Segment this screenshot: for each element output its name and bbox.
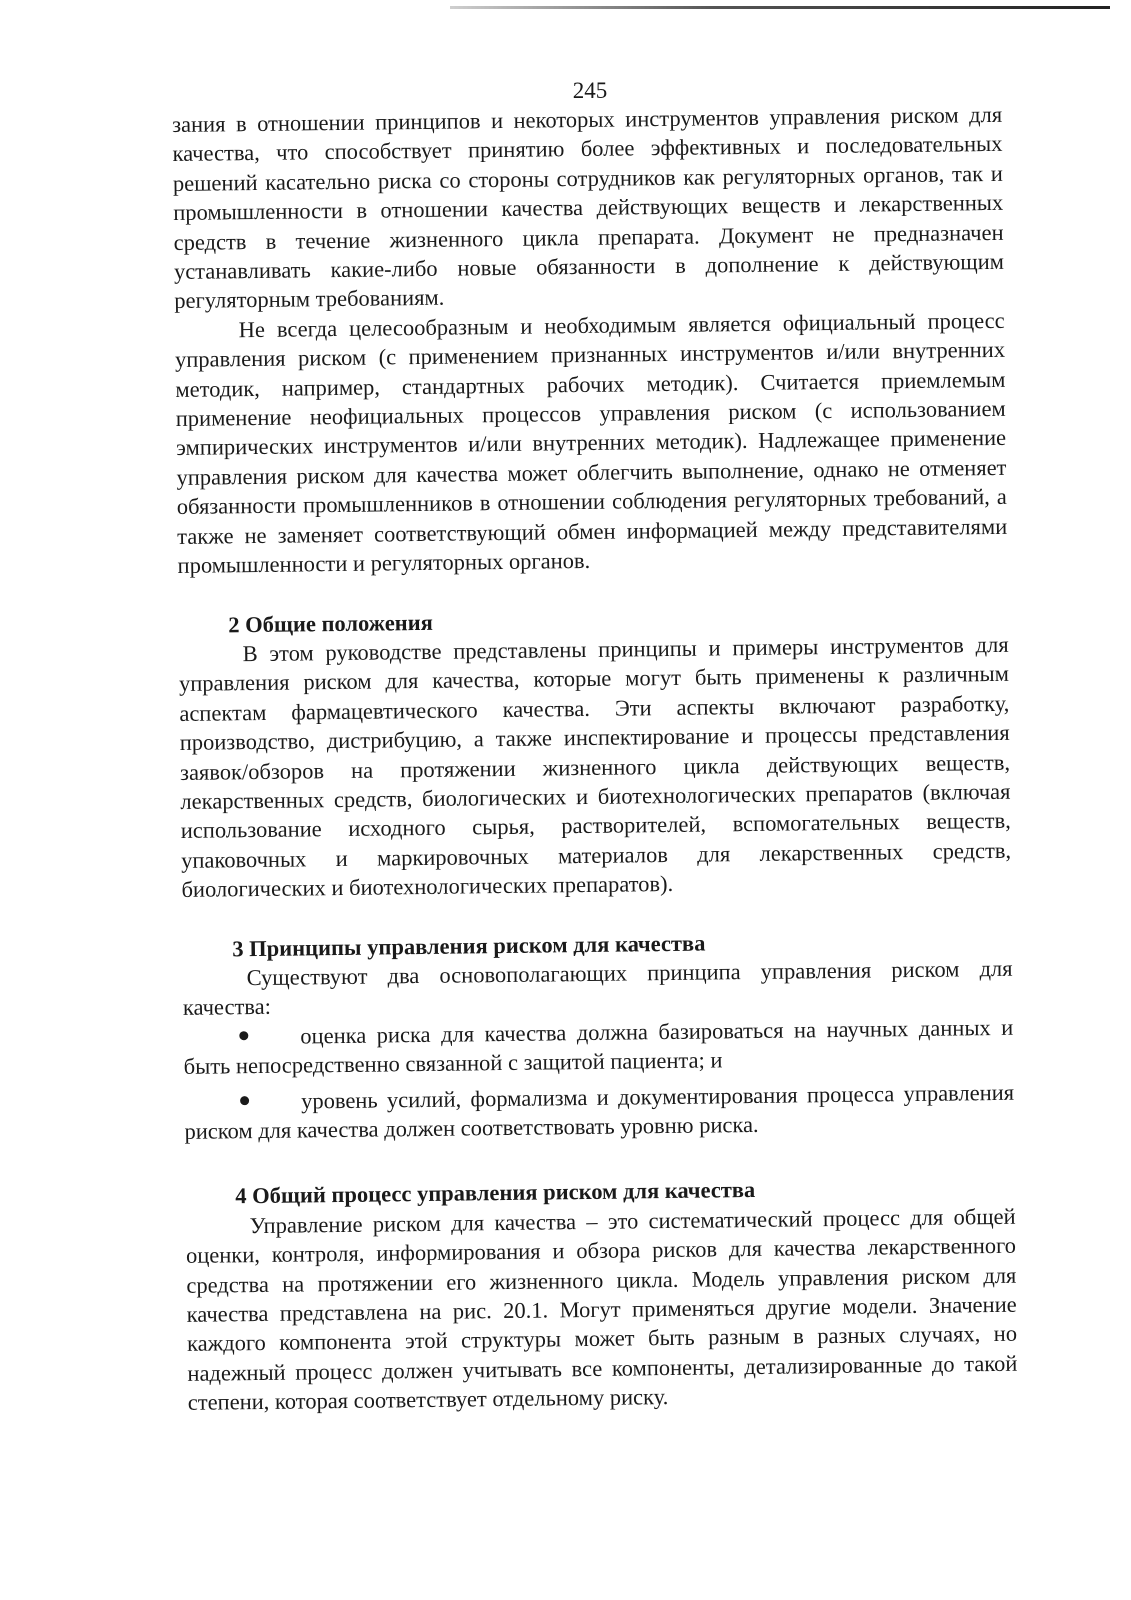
- section-4-heading: 4 Общий процесс управления риском для качества: [235, 1177, 756, 1209]
- principles-list: [183, 1013, 1014, 1147]
- section-3-heading: 3 Принципы управления риском для качества: [232, 930, 706, 961]
- page-number: 245: [572, 78, 608, 103]
- paragraph-continued: зания в отношении принципов и некоторых инструментов управления риском для качества, что способствует принятию более эффективных и последовательных решений касательно риска со стороны сотрудников как регуляторных органов, так и промышленности в отношении качества действующих веществ и лекарственных средств в течение жизненного цикла препарата. Документ не предназначен устанавливать какие-либо новые обязанности в дополнение к действующим регуляторным требованиям.: [172, 101, 1005, 314]
- page-content: [172, 100, 1018, 1418]
- section-4-text: Управление риском для качества – это систематический процесс для общей оценки, контроля, информирования и обзора рисков для качества лекарственного средства на протяжении его жизненного цикла. Модель управления риском для качества представлена на рис. 20.1. Могут применяться другие модели. Значение каждого компонента этой структуры может быть разным в разных случаях, но надежный процесс должен учитывать все компоненты, детализированные до такой степени, которая соответствует отдельному риску.: [185, 1203, 1018, 1416]
- top-rule: [450, 6, 1110, 9]
- list-item: уровень усилий, формализма и документирования процесса управления риском для качества должен соответствовать уровню риска.: [184, 1079, 1015, 1144]
- section-2-text: В этом руководстве представлены принципы и примеры инструментов для управления риском для качества, которые могут быть применены к различным аспектам фармацевтического качества. Эти аспекты включают разработку, производство, дистрибуцию, а также инспектирование и процессы представления заявок/обзоров на протяжении жизненного цикла действующих веществ, лекарственных средств, биологических и биотехнологических препаратов (включая использование исходного сырья, растворителей, вспомогательных веществ, упаковочных и маркировочных материалов для лекарственных средств, биологических и биотехнологических препаратов).: [178, 631, 1012, 903]
- paragraph-risk-process: Не всегда целесообразным и необходимым является официальный процесс управления риском (с применением признанных инструментов и/или внутренних методик, например, стандартных рабочих методик). Считается приемлемым применение неофициальных процессов управления риском (с использованием эмпирических инструментов и/или внутренних методик). Надлежащее применение управления риском для качества может облегчить выполнение, однако не отменяет обязанности промышленников в отношении соблюдения регуляторных требований, а также не заменяет соответствующий обмен информацией между представителями промышленности и регуляторных органов.: [174, 307, 1008, 579]
- list-item: оценка риска для качества должна базироваться на научных данных и быть непосредственно связанной с защитой пациента; и: [183, 1014, 1014, 1080]
- section-2-heading: 2 Общие положения: [228, 609, 433, 637]
- bullet-icon: [240, 1096, 249, 1105]
- section-3-intro: Существуют два основополагающих принципа управления риском для качества:: [182, 955, 1013, 1021]
- bullet-icon: [239, 1031, 248, 1040]
